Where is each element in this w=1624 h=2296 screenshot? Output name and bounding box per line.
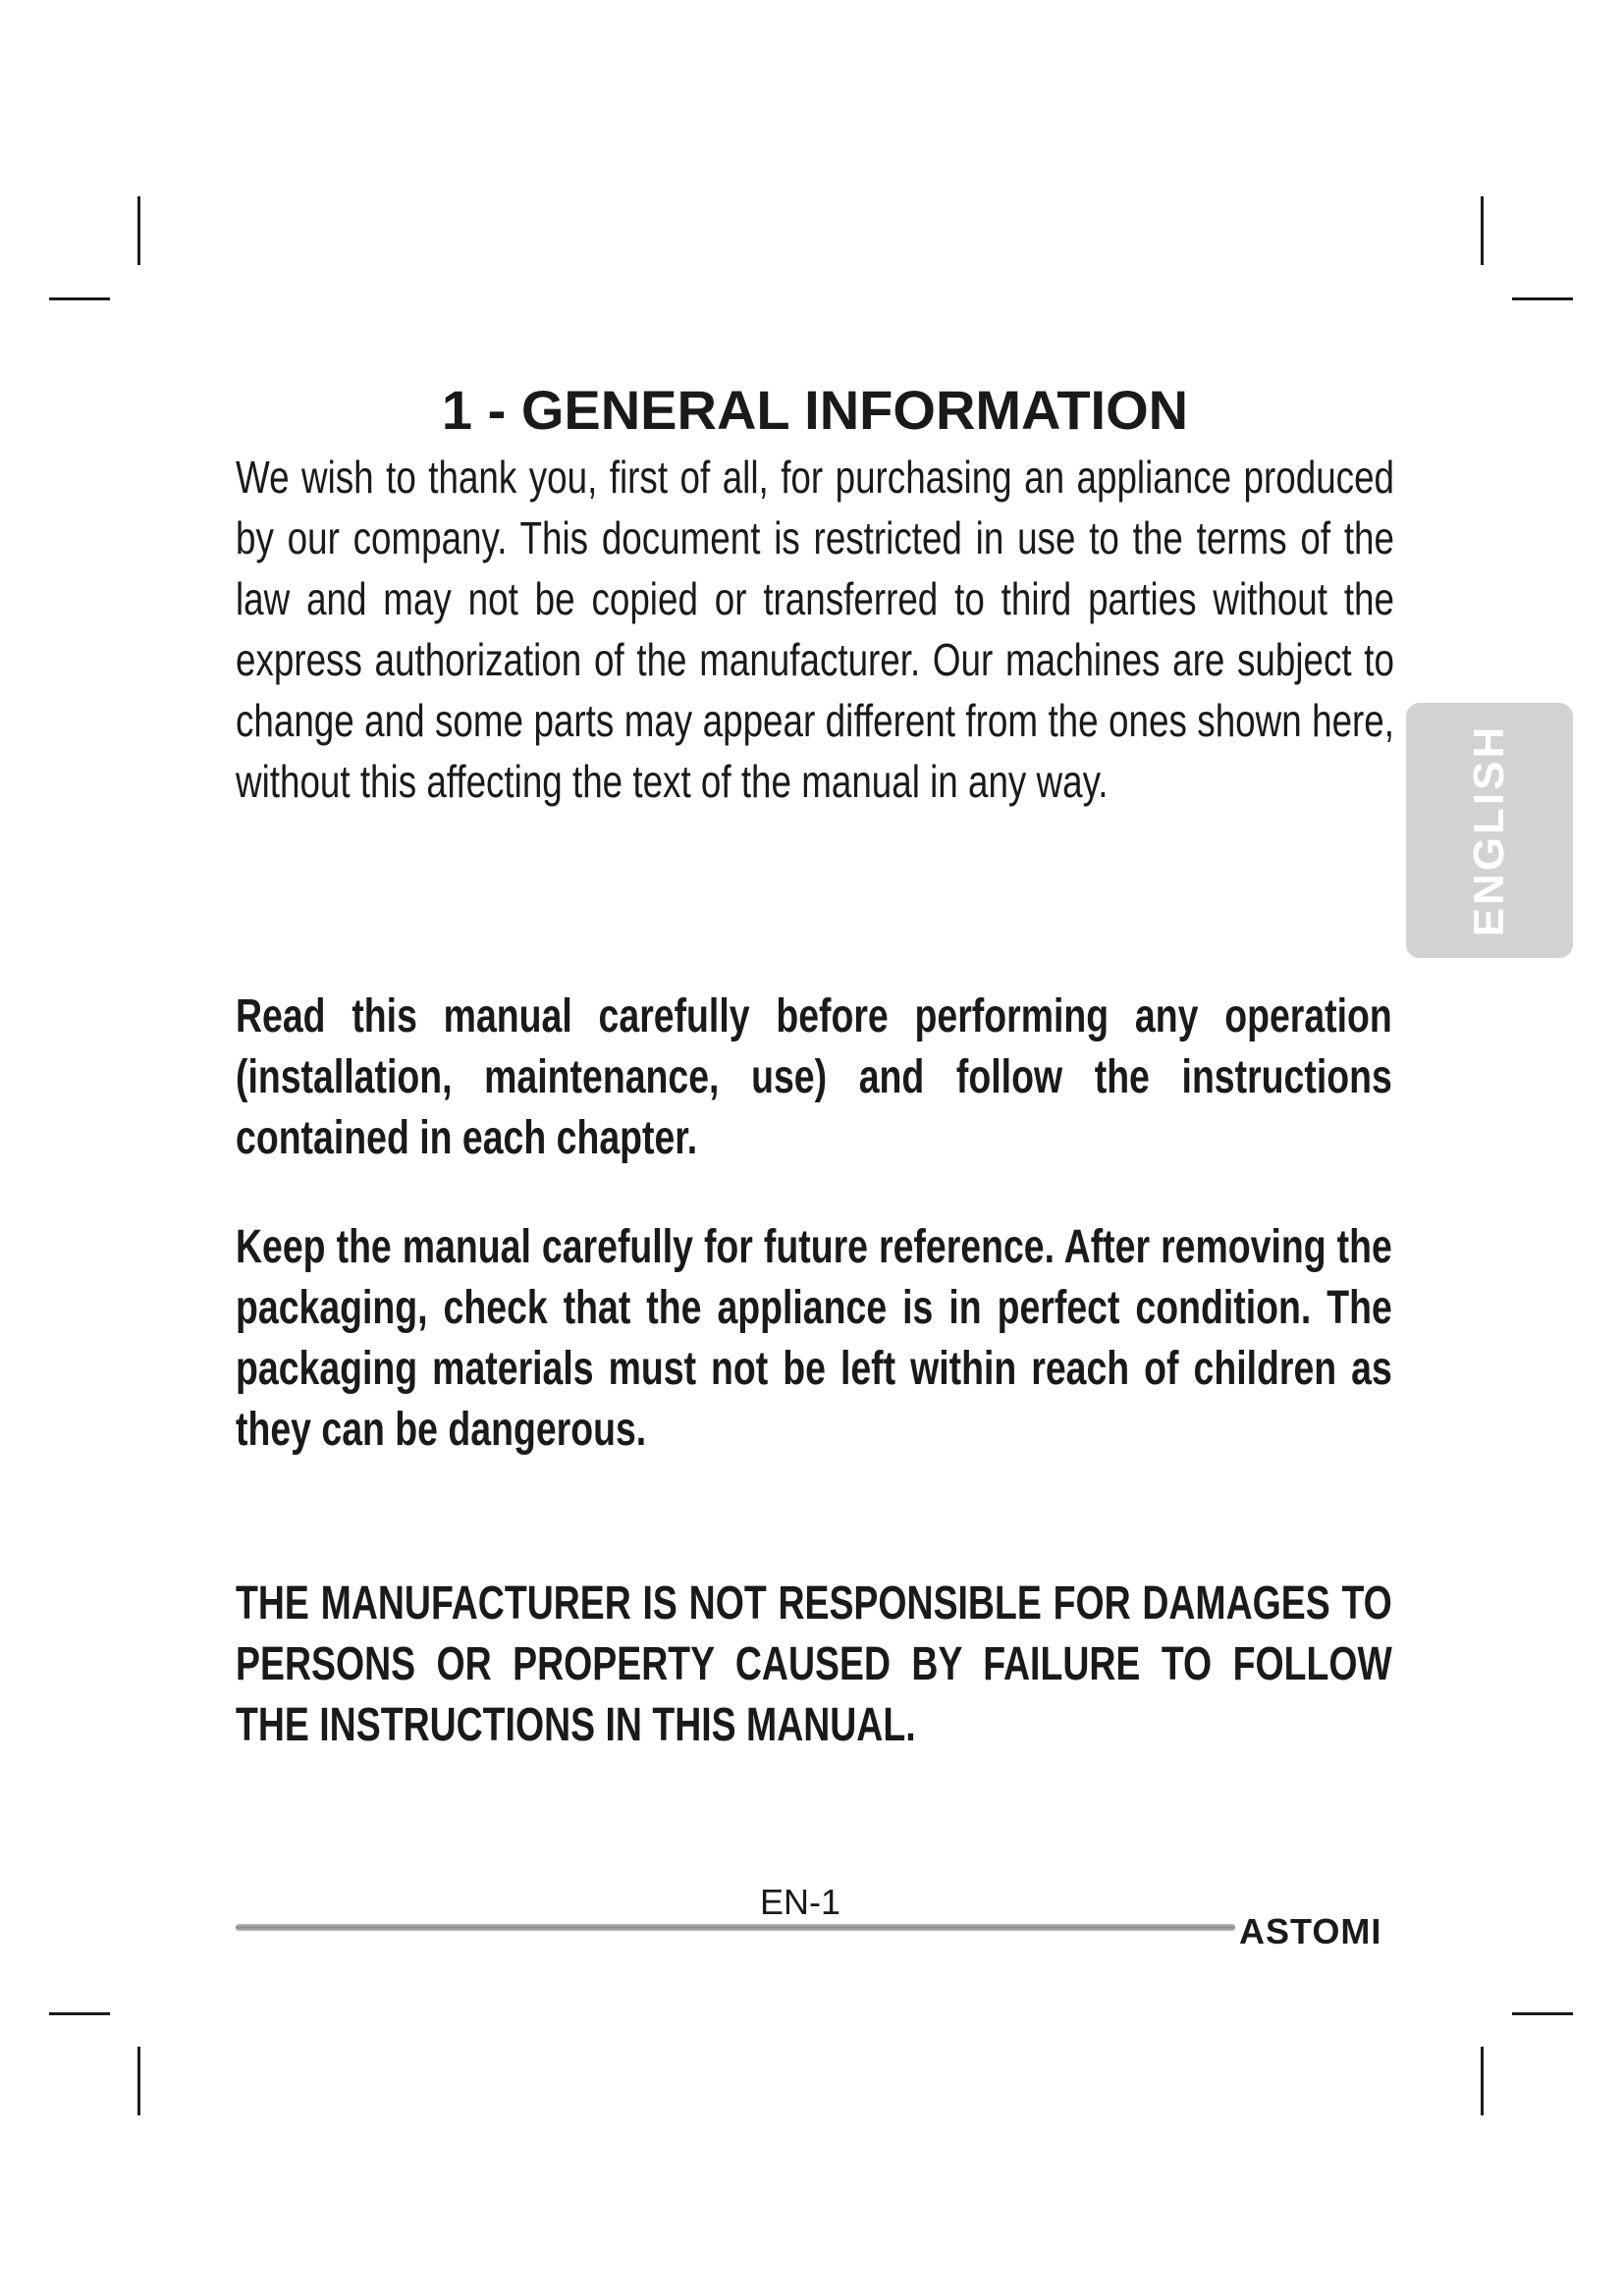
disclaimer-paragraph: THE MANUFACTURER IS NOT RESPONSIBLE FOR DAMAGES TO PERSONS OR PROPERTY CAUSED BY FAILURE TO FOLLOW THE INSTRUCTIONS IN THIS MANUAL.	[236, 1577, 1392, 1751]
crop-mark-bottom-right-horizontal	[1512, 2012, 1573, 2015]
read-notice-paragraph: Read this manual carefully before performing any operation (installation, maintenance, use) and follow the instructions contained in each chapter.	[236, 990, 1392, 1164]
brand-name: ASTOMI	[1239, 1911, 1382, 1951]
crop-mark-top-left-vertical	[137, 196, 140, 265]
crop-mark-top-right-horizontal	[1512, 297, 1573, 300]
page-title: 1 - GENERAL INFORMATION	[441, 379, 1189, 441]
crop-mark-bottom-right-vertical	[1481, 2047, 1484, 2115]
footer-rule	[236, 1924, 1235, 1931]
crop-mark-top-right-vertical	[1481, 196, 1484, 265]
keep-notice-paragraph: Keep the manual carefully for future reference. After removing the packaging, check that the appliance is in perfect condition. The packaging materials must not be left within reach of children as they can be dangerous.	[236, 1221, 1392, 1456]
crop-mark-bottom-left-vertical	[137, 2047, 140, 2115]
language-tab	[1406, 703, 1573, 958]
language-tab-label: ENGLISH	[1465, 723, 1513, 937]
crop-mark-bottom-left-horizontal	[49, 2012, 110, 2015]
page-number: EN-1	[759, 1882, 841, 1922]
crop-mark-top-left-horizontal	[49, 297, 110, 300]
intro-paragraph: We wish to thank you, first of all, for purchasing an appliance produced by our company. This document is restricted in use to the terms of the law and may not be copied or transferred to third parties without the express authorization of the manufacturer. Our machines are subject to change and some parts may appear different from the ones shown here, without this affecting the text of the manual in any way.	[236, 452, 1394, 807]
